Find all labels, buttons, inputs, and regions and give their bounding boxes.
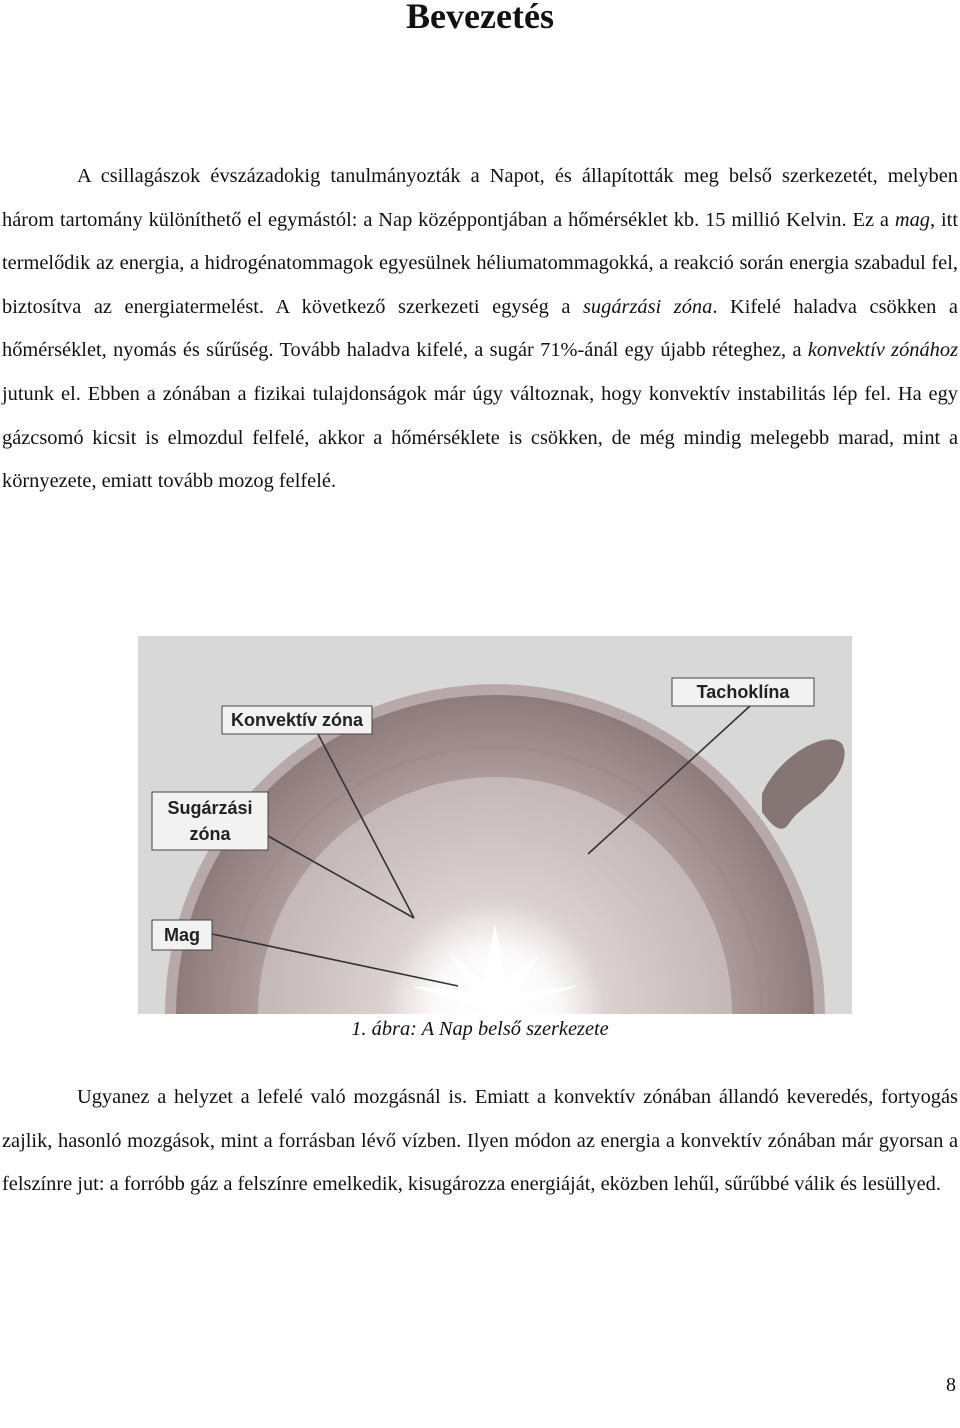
- svg-text:Tachoklína: Tachoklína: [696, 682, 790, 702]
- svg-text:Sugárzási: Sugárzási: [167, 798, 253, 818]
- term-konvektiv-zona: konvektív zónához: [807, 339, 959, 362]
- label-konvektiv-zona: [222, 706, 372, 734]
- figure-caption: 1. ábra: A Nap belső szerkezete: [351, 1018, 609, 1040]
- term-mag: mag: [894, 208, 930, 231]
- term-sugarzasi-zona: sugárzási zóna: [583, 295, 713, 318]
- intro-text-1: A csillagászok évszázadokig tanulmányozták a Napot, és állapították meg belső szerkezetét, melyben három tartomány különíthető el egymástól: a Nap középpontjában a hőmérséklet kb. 15 millió Kelvin. Ez a: [2, 165, 958, 231]
- sun-structure-figure: [138, 636, 852, 1014]
- svg-text:Konvektív zóna: Konvektív zóna: [230, 710, 364, 730]
- intro-text-2: , itt termelődik az energia, a hidrogénatommagok egyesülnek héliumatommagokká, a reakció során energia szabadul fel, biztosítva az energiatermelést. A következő szerkezeti egység a: [2, 208, 958, 318]
- label-tachoklina: [672, 678, 814, 706]
- intro-text-4: jutunk el. Ebben a zónában a fizikai tulajdonságok már úgy változnak, hogy konvektív instabilitás lép fel. Ha egy gázcsomó kicsit is elmozdul felfelé, akkor a hőmérséklete is csökken, de még mindig melegebb marad, mint a környezete, emiatt tovább mozog felfelé.: [2, 382, 958, 493]
- page-title: Bevezetés: [406, 0, 554, 36]
- label-mag: [152, 920, 212, 950]
- sun-structure-diagram: [138, 636, 852, 1014]
- second-paragraph: Ugyanez a helyzet a lefelé való mozgásnál is. Emiatt a konvektív zónában állandó keveredés, fortyogás zajlik, hasonló mozgások, mint a forrásban lévő vízben. Ilyen módon az energia a konvektív zónában már gyorsan a felszínre jut: a forróbb gáz a felszínre emelkedik, kisugározza energiáját, eközben lehűl, sűrűbbé válik és lesüllyed.: [2, 1086, 958, 1196]
- svg-text:zóna: zóna: [189, 824, 231, 844]
- page-number: 8: [946, 1374, 956, 1396]
- svg-text:Mag: Mag: [164, 925, 200, 945]
- intro-paragraph: [2, 155, 958, 504]
- intro-text-3: . Kifelé haladva csökken a hőmérséklet, nyomás és sűrűség. Tovább haladva kifelé, a sugár 71%-ánál egy újabb réteghez, a: [2, 295, 958, 362]
- label-sugarzasi-zona: [152, 792, 268, 850]
